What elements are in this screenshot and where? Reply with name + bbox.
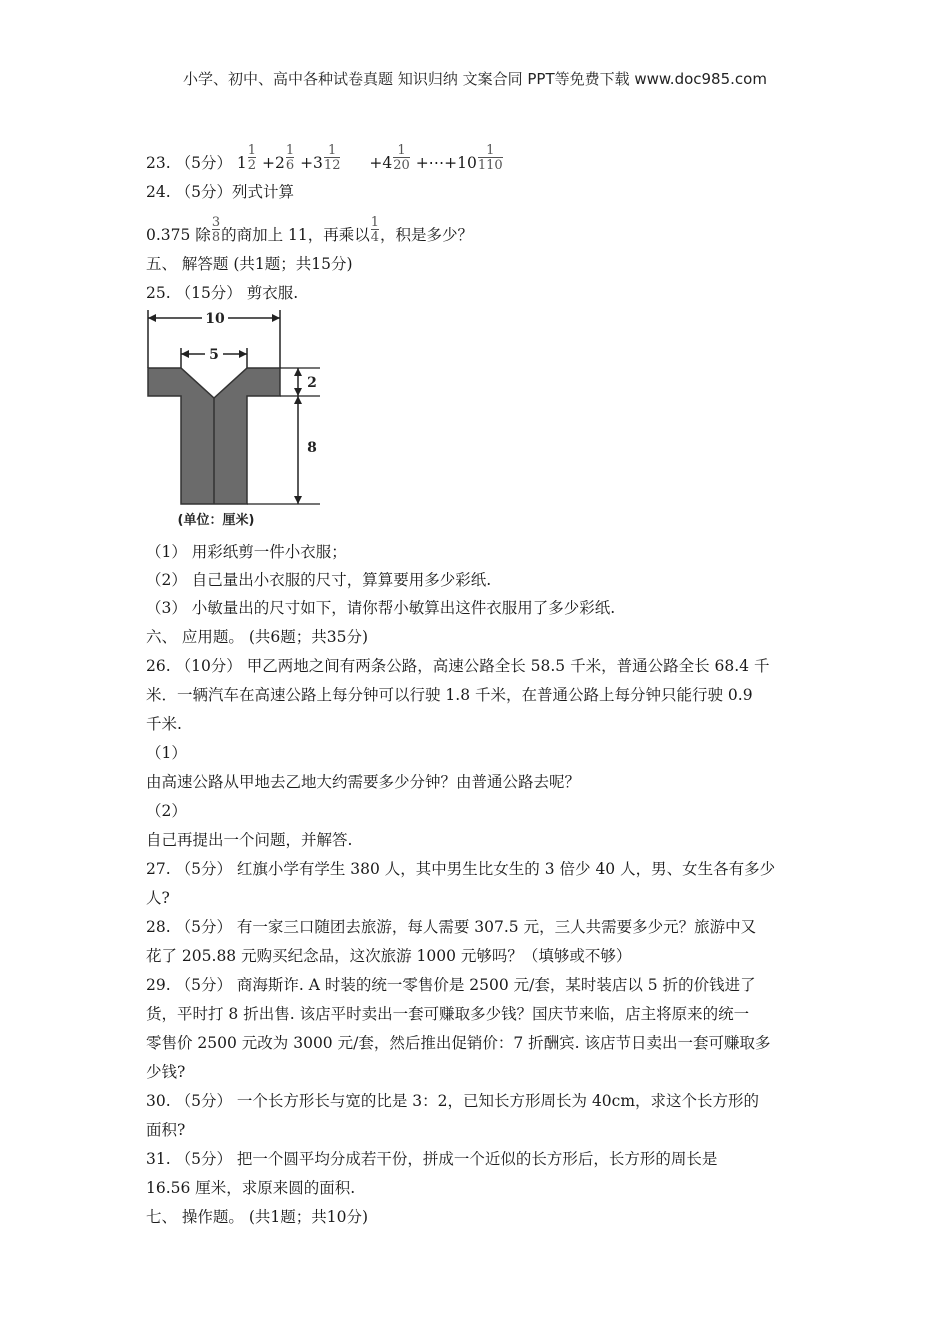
fraction — [324, 144, 341, 172]
arrow-down-icon — [294, 496, 302, 504]
arrow-right-icon — [239, 350, 247, 358]
question-28-line-1: 28. （5分） 有一家三口随团去旅游，每人需要 307.5 元，三人共需要多少元？旅游中又 — [146, 918, 757, 936]
question-25-part-1: （1） 用彩纸剪一件小衣服； — [146, 543, 347, 561]
operator: +4 — [369, 154, 393, 172]
mixed-number-3 — [300, 143, 341, 173]
numerator: 3 — [211, 215, 221, 230]
mixed-number-4 — [369, 143, 410, 173]
question-25-part-2: （2） 自己量出小衣服的尺寸，算算要用多少彩纸. — [146, 571, 492, 589]
question-26-sub-1-label: （1） — [146, 744, 187, 762]
arrow-left-icon — [148, 314, 156, 322]
question-24-body — [146, 215, 474, 250]
fraction — [393, 144, 410, 172]
question-29-line-3: 零售价 2500 元改为 3000 元/套，然后推出促销价：7 折酬宾. 该店节日卖出一套可赚取多 — [146, 1034, 771, 1052]
question-31-line-2: 16.56 厘米，求原来圆的面积. — [146, 1179, 356, 1197]
question-30-line-1: 30. （5分） 一个长方形长与宽的比是 3：2，已知长方形周长为 40cm，求这个长方形的 — [146, 1092, 760, 1110]
unit-caption: (单位：厘米) — [177, 513, 255, 528]
denominator: 8 — [211, 230, 221, 245]
question-29-line-4: 少钱? — [146, 1063, 186, 1081]
question-25-part-3: （3） 小敏量出的尺寸如下，请你帮小敏算出这件衣服用了多少彩纸. — [146, 599, 616, 617]
question-24-label: 24. （5分）列式计算 — [146, 183, 294, 201]
section-7-heading: 七、 操作题。 (共1题；共10分) — [146, 1208, 369, 1226]
mixed-number-2 — [261, 143, 295, 173]
numerator: 1 — [328, 143, 337, 158]
width-label: 10 — [205, 311, 225, 327]
section-6-heading: 六、 应用题。 (共6题；共35分) — [146, 628, 369, 646]
question-29-line-1: 29. （5分） 商海斯诈. A 时装的统一零售价是 2500 元/套，某时装店以 5 折的价钱进了 — [146, 976, 756, 994]
numerator: 1 — [370, 215, 380, 230]
denominator: 2 — [247, 158, 257, 173]
arrow-up-icon — [294, 396, 302, 404]
operator: +2 — [261, 154, 285, 172]
numerator: 1 — [285, 143, 295, 158]
page-header: 小学、初中、高中各种试卷真题 知识归纳 文案合同 PPT等免费下载 www.doc985.com — [183, 70, 767, 88]
denominator: 12 — [323, 158, 341, 173]
question-30-line-2: 面积? — [146, 1121, 186, 1139]
operator: +⋯+10 — [415, 154, 477, 172]
fraction — [286, 144, 294, 172]
arrow-down-icon — [294, 388, 302, 396]
question-26-line-3: 千米. — [146, 715, 182, 733]
denominator: 110 — [477, 158, 503, 173]
denominator: 4 — [370, 230, 380, 245]
question-25-label: 25. （15分） 剪衣服. — [146, 284, 299, 302]
question-28-line-2: 花了 205.88 元购买纪念品，这次旅游 1000 元够吗？（填够或不够） — [146, 947, 632, 965]
numerator: 1 — [486, 143, 495, 158]
text-segment: 的商加上 11，再乘以 — [221, 226, 370, 244]
question-26-line-1: 26. （10分） 甲乙两地之间有两条公路，高速公路全长 58.5 千米，普通公路全长 68.4 千 — [146, 657, 770, 675]
question-26-sub-2-label: （2） — [146, 802, 187, 820]
question-27-line-2: 人? — [146, 889, 170, 907]
section-5-heading: 五、 解答题 (共1题；共15分) — [146, 255, 353, 273]
body-height-label: 8 — [307, 440, 317, 456]
arrow-left-icon — [181, 350, 189, 358]
question-27-line-1: 27. （5分） 红旗小学有学生 380 人，其中男生比女生的 3 倍少 40 人，男、女生各有多少 — [146, 860, 776, 878]
operator: +3 — [300, 154, 323, 172]
shirt-diagram — [146, 306, 336, 532]
mixed-number-1 — [236, 143, 257, 173]
shoulder-height-label: 2 — [307, 375, 317, 391]
arrow-right-icon — [272, 314, 280, 322]
question-26-sub-1-text: 由高速公路从甲地去乙地大约需要多少分钟？由普通公路去呢？ — [146, 773, 581, 791]
fraction — [371, 216, 379, 244]
numerator: 1 — [247, 143, 257, 158]
text-segment: 0.375 除 — [146, 226, 211, 244]
denominator: 20 — [393, 158, 410, 173]
arrow-up-icon — [294, 368, 302, 376]
mixed-number-5 — [415, 143, 504, 173]
neck-label: 5 — [209, 347, 219, 363]
denominator: 6 — [285, 158, 295, 173]
question-29-line-2: 货，平时打 8 折出售. 该店平时卖出一套可赚取多少钱？国庆节来临，店主将原来的统一 — [146, 1005, 750, 1023]
numerator: 1 — [397, 143, 406, 158]
fraction — [478, 144, 503, 172]
question-31-line-1: 31. （5分） 把一个圆平均分成若干份，拼成一个近似的长方形后，长方形的周长是 — [146, 1150, 718, 1168]
fraction — [248, 144, 256, 172]
text-segment: ，积是多少？ — [380, 226, 474, 244]
question-26-line-2: 米．一辆汽车在高速公路上每分钟可以行驶 1.8 千米，在普通公路上每分钟只能行驶 0.9 — [146, 686, 753, 704]
whole-part: 1 — [236, 154, 247, 172]
question-23-label: 23. （5分） — [146, 154, 232, 172]
question-23 — [146, 143, 504, 178]
question-26-sub-2-text: 自己再提出一个问题，并解答. — [146, 831, 353, 849]
fraction — [212, 216, 220, 244]
